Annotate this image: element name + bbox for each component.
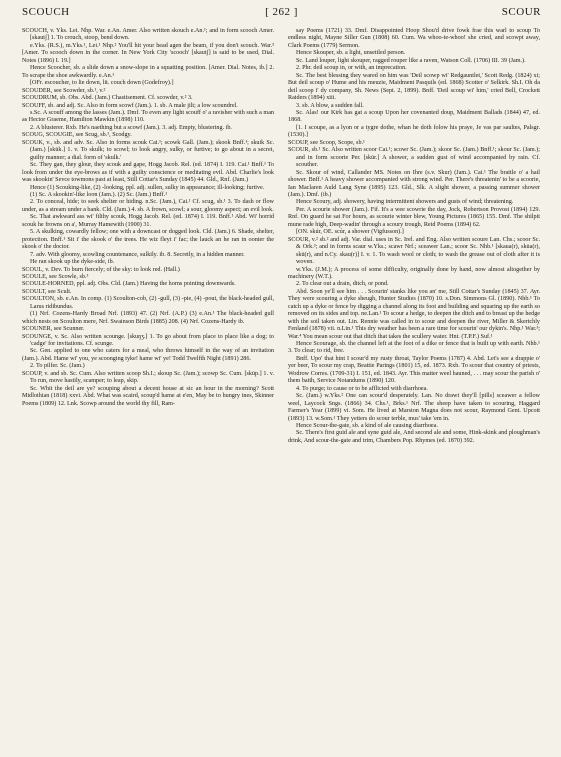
entry-paragraph: Hence Scoury, adj. showery, having intermittent showers and gusts of wind; threatening. <box>296 199 514 206</box>
dictionary-entry: SCOUP, see Scoop, Scope, sb.¹ <box>288 139 365 146</box>
entry-paragraph: Hence Scourage, sb. the channel left at the foot of a dike or fence that is built up with earth. Nhb.¹ 3. To clear; to rid, free. <box>288 341 540 355</box>
entry-paragraph: 3. sb. A blow, a sudden fall. <box>296 102 364 109</box>
dictionary-entry: SCOUP, v. and sb. Sc. Cum. Also written scoop Sh.I.; skoup Sc. (Jam.); scowp Sc. Cum. [skūp.] 1. v. To run, move hastily, scamper; to leap, skip. <box>22 370 274 385</box>
entry-paragraph: Sc. Skour of wind, Callander MS. Notes on Ihre (s.v. Skur) (Jam.). Cai.¹ The brattle o' a hail shower. Bnff.¹ A heavy shower accompanied with strong wind. Per. There's threatenin' to be a scoorie, Ian Maclaren Auld Lang Syne (1895) 123. Gld., Slk. A slight shower, a passing summer shower (Jam.). Dmf. (ib.) <box>288 169 540 198</box>
dictionary-entry: SCOULE-HORNED, ppl. adj. Obs. Cld. (Jam.) Having the horns pointing downwards. <box>22 281 236 288</box>
text-columns <box>22 28 541 445</box>
dictionary-entry: SCOUL, v. Dev. To burn fiercely; of the sky: to look red. (Hall.) <box>22 266 180 273</box>
dictionary-entry: SCOULE, see Scowle, sb.³ <box>22 273 89 280</box>
entry-paragraph: Hence Scour-the-gate, sb. a kind of ale causing diarrhoea. <box>296 423 438 430</box>
entry-paragraph: 2. To pilfer. Sc. (Jam.) <box>30 363 85 370</box>
entry-paragraph: Sc. There's first guid ale and syne guid ale, And second ale and some, Hink-skink and ploughman's drink, And scour-the-gate and trim, Chambers Pop. Rhymes (ed. 1870) 392. <box>288 430 540 444</box>
entry-paragraph: 2. To conceal, hide; to seek shelter or hiding. n.Sc. (Jam.), Cai.¹ Cf. scug, sb.¹ 3. To dash or flow under, as a stream under a bank. Cld. (Jam.) 4. sb. A frown, scowl; a sour, gloomy aspect; an evil look. <box>22 199 274 213</box>
entry-paragraph: Sc. (Jam.) w.Yks.² One can scour'd desperately. Lan. No drawt they'll [pills] sceawer a fellow weel, Laycock Sngs. (1866) 34. Chs.¹, Brks.¹ Nrf. The sheep have taken to scouring, Haggard Farmer's Year (1899) vi. Som. He lived at Marston Magna does not scour, Raymond Gent. Upcott (1893) 13. w.Som.¹ They yetters do scour terble, mus' take 'em in. <box>288 393 540 422</box>
dictionary-entry: SCOUR, v.² sb.² and adj. Var. dial. uses in Sc. Irel. and Eng. Also written scoure Lan. Chs.; scoor Sc. & Ork.³; and in forms scaur w.Yks.; scawr Nrf.; sceawer Lan.; scoor Sc. Nhb.¹ [skaua(r), skūa(r), skū(r), and n.Cy. skau(r)] I. v. 1. To wash wool or cloth; to wash the grease out of cloth after it is woven. <box>288 236 540 266</box>
dictionary-entry: SCOUDRUM, sb. Obs. Abd. (Jam.) Chastisement. Cf. scowder, v.² 3. <box>22 95 193 102</box>
entry-paragraph: (1) Nrf. Cozens-Hardy Broad Nrf. (1893) 47. (2) Nrf. (A.P.) (3) e.An.¹ The black-headed gull which nests on Scoulton mere, Nrf. Swainson Birds (1885) 208. (4) Nrf. Cozens-Hardy ib. <box>22 311 274 325</box>
entry-paragraph: He ran skook up the dyke-side, ib. <box>30 259 115 266</box>
entry-paragraph: Sc. Gen. applied to one who caters for a meal, who throws himself in the way of an invitation (Jam.). Abd. Hame wi' you, ye scoonging tyke! hame wi' ye! Todd Twelfth Night (1891) 286. <box>22 348 274 362</box>
header-left-word: SCOUCH <box>22 6 70 18</box>
dictionary-entry: SCOUK, v., sb. and adv. Sc. Also in forms scouk Cai.¹; scowk Gall. (Jam.); skook Bnff.¹; skuik Sc. (Jam.) [skūk.] 1. v. To skulk; to scowl; to look angry, sulky, or furtive; to go about in a secret, guilty manner; a dial. form of 'skulk.' <box>22 139 274 161</box>
header-right-word: SCOUR <box>501 6 541 18</box>
entry-paragraph: 5. A skulking, cowardly fellow; one with a downcast or dogged look. Cld. (Jam.) 6. Shade, shelter, protection. Bnff.¹ Sit i' the skook o' the trees. He wiz fleyt i' fac; the lauck an he ran in oonter the skook o' the doctor. <box>22 229 274 251</box>
dictionary-entry: SCOUDER, see Scowder, sb.¹, v.² <box>22 87 106 94</box>
entry-paragraph: Per. A scourie shower (Jam.). Fif. It's a wee scowrie the day, Jock, Robertson Provost (1894) 129. Rnf. On guard he sat For hours, as scourie winter blew, Young Pictures (1865) 155. Dmf. The shilpit mune rade high, Deep-wadin' through a scoury trough, Reid Poems (1894) 62. <box>288 206 540 228</box>
entry-paragraph: say Poems (1721) 33. Dmf. Disappointed Hoop Shou'd drive fowk frae this warl to scoup To endless night, Mayne Siller Gun (1808) 60. Cum. Wa whoo-te-whoo! she cried, and scowpt away, Clark Poems (1779) Sermon. <box>288 28 540 49</box>
entry-paragraph: Hence Scoocher, sb. a slide down a snow-slope in a squatting position. [Amer. Dial. Notes, ib.] 2. To scrape the shoe awkwardly. e.An.¹ <box>22 65 274 79</box>
entry-paragraph: Sc. That awkward ass wi' filthy scouk, Hogg Jacob. Rel. (ed. 1874) I. 119. Bnff.¹ Abd. Wi' horrid scouk he frowns on a', Murray Hamewith (1900) 31. <box>22 214 274 228</box>
entry-paragraph: Sc. Land louper, light skouper, ragged rouper like a raven, Watson Coll. (1706) III. 39 (Jam.). <box>296 57 526 64</box>
entry-paragraph: 2. A blusterer. Rxb. He's naething but a scowf (Jam.). 3. adj. Empty, blustering. ib. <box>30 124 232 131</box>
dictionary-entry: SCOUG, SCOUGIE, see Scug, sb.¹, Scodgy. <box>22 132 132 139</box>
dictionary-entry: SCOULT, see Scult. <box>22 288 72 295</box>
entry-paragraph: Sc. The best blessing they wared on him was 'Deil scowp wi' Redgauntlet,' Scott Redg. (1824) xi; But deil scoup o' Hume and his meuzie, Maidment Pasquils (ed. 1868) Scotter o' Selkirk. Sh.I. Oh da deil scoop i' dy company, Sh. News (Sept. 2, 1899). Bnff. 'Deil scoup wi' him,' cried Bell, Crockett Raiders (1894) xiii. <box>288 72 540 102</box>
running-header <box>22 6 541 24</box>
left-column <box>22 28 274 445</box>
entry-paragraph: e.Yks. (R.S.), m.Yks.¹, Lei.¹ Nhp.² You'll hit your head agen the beam, if you don't scouch. War.³ [Amer. To scooch down in the corner. In New York City 'scooch' [skautʃ] is said to be used, Dial. Notes (1896) I. 19.] <box>22 42 274 64</box>
page-number: [ 262 ] <box>265 6 298 18</box>
dictionary-entry: SCOUNER, see Scunner. <box>22 326 85 333</box>
dictionary-entry: SCOUFF, sb. and adj. Sc. Also in form scowf (Jam.). 1. sb. A male jilt; a low scoundrel. <box>22 102 238 109</box>
entry-paragraph: (1) Sc. A skookin'-like loon (Jam.). (2) Sc. (Jam.) Bnff.¹ <box>30 191 168 198</box>
dictionary-entry: SCOUNGE, v. Sc. Also written scounge. [skuŋʒ.] 1. To go about from place to place like a dog; to 'cadge' for invitations. Cf. scunge. <box>22 333 274 348</box>
dictionary-entry: SCOUCH, v. Yks. Lei. Nhp. War. e.An. Amer. Also written skouch e.An.¹; and in form scooch Amer. [skautʃ] 1. To crouch, stoop, bend down. <box>22 28 274 42</box>
entry-paragraph: Hence (1) Scouking-like, (2) -looking, ppl. adj. sullen, sulky in appearance; ill-looking; furtive. <box>30 184 265 191</box>
entry-paragraph: [OFr. escoucher, to lie down, lit. couch down (Godefroy).] <box>30 80 174 87</box>
entry-paragraph: Abd. Soon ye'll see him . . . Scourin' stanks like you an' me, Still Cottar's Sunday (1845) 37. Ayr. They were scouring a dyke sheugh, Hunter Studies (1870) 10. s.Don. Simmons Gl. (1890). Nhb.¹ To catch up a dyke or fence by digging a channel along its foot and building and squaring up the earth so removed on its sides and top. ne.Lan.¹ To scour a hedge, to deepen the ditch and to breast up the hedge with the soil taken out. Lin. Rennie was called in to scour and deepen the river, Miller & Skertchly Fenland (1878) vii. n.Lin.¹ This dry weather has been a rare time for scourin' our dykin's. Nhp.¹ War.³; War.⁴ You mean scour out that ditch that takes the scullery water. Hnt. (T.P.F.) Suf.¹ <box>288 288 540 340</box>
entry-paragraph: 2. To clear out a drain, ditch, or pond. <box>296 281 389 288</box>
entry-paragraph: w.Yks. (J.M.); A process of some difficulty, originally done by hand, now almost altogether by machinery (W.T.). <box>288 266 540 280</box>
dictionary-entry: SCOULTON, sb. e.An. In comp. (1) Scoulton-cob, (2) -gull, (3) -pie, (4) -pout, the black-headed gull, Larus ridibundus. <box>22 296 274 310</box>
right-column <box>288 28 540 445</box>
entry-paragraph: Hence Skouper, sb. a light, unsettled person. <box>296 50 406 57</box>
entry-paragraph: Bnff. Upo' that hint I scour'd my rusty throat, Taylor Poems (1787) 4. Abd. Let's see a drappie o' yer beer, To scour my crap, Beattie Parings (1801) 15, ed. 1873. Rxb. To scour that country of priests, Wodrow Corres. (1709-31) I. 151, ed. 1843. Ayr. This matter weel hauned, . . . may scour the parish o' them baith, Service Notandums (1890) 120. <box>288 355 540 385</box>
entry-paragraph: [ON. skúr, OE. scúr, a shower (Vigfusson).] <box>296 229 404 236</box>
entry-paragraph: 4. To purge; to cause or to be afflicted with diarrhoea. <box>296 385 428 392</box>
entry-paragraph: Sc. Whit the deil are ye? scouping about a decent house at sic an hour in the morning? Scott Midlothian (1818) xxvi. Abd. What was scaird, scoup'd hame at e'en, May be to hungry ines, Skinner Poems (1809) 12. Lnk. Scowp around the world thy fill, Ram- <box>22 385 274 407</box>
entry-paragraph: [1. I scoupe, as a lyon or a tygre dothe, whan he doth folow his praye, Je vas par saultes, Palsgr. (1530).] <box>288 124 540 139</box>
entry-paragraph: 2. Phr. deil scoup in, or with, an imprecation. <box>296 65 407 72</box>
entry-paragraph: s.Sc. A scouff among the lasses (Jam.). Dmf. To even any light scouff o' a ravisher with such a man as Hector Graeme, Hamilton Mawkin (1898) 110. <box>22 109 274 124</box>
entry-paragraph: Sc. Alas! our Kirk has gat a scoup Upon her covenanted doup, Maidment Ballads (1844) 47, ed. 1868. <box>288 109 540 124</box>
entry-paragraph: 7. adv. With gloomy, scowling countenance, sulkily. ib. 8. Secretly, in a hidden manner. <box>30 251 245 258</box>
entry-paragraph: Sc. They gan, they glour, they scouk and gape, Hogg Jacob. Rel. (ed. 1874) I. 119. Cai.¹ Bnff.¹ To look from under the eye-brows as if with a guilty conscience or meditating evil. Abd. Charlie's look was skookin' Sevce towmons past at least, Still Cottar's Sunday (1845) 44. Gld., Rnf. (Jam.) <box>22 162 274 184</box>
dictionary-entry: SCOUR, sb.¹ Sc. Also written scoor Cai.¹; scowr Sc. (Jam.); skoor Sc. (Jam.) Bnff.¹; skour Sc. (Jam.); and in form scoorie Per. [skūr.] A shower, a sudden gust of wind accompanied by rain. Cf. scouther. <box>288 147 540 169</box>
